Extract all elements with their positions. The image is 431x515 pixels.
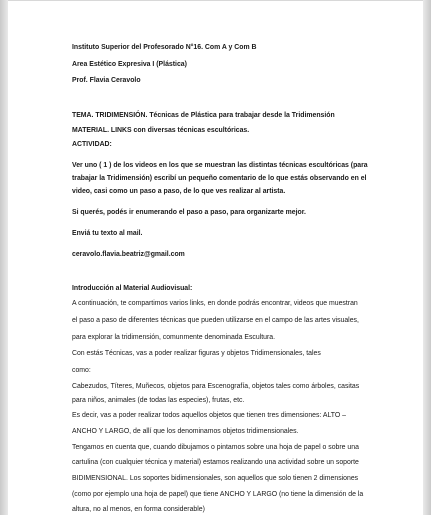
institute-line: Instituto Superior del Profesorado N°16. Com A y Com B	[72, 44, 257, 51]
page-shadow-left	[0, 0, 8, 515]
professor-line: Prof. Flavia Ceravolo	[72, 77, 141, 84]
email-address: ceravolo.flavia.beatriz@gmail.com	[72, 251, 185, 258]
intro-line: Es decir, vas a poder realizar todos aquellos objetos que tienen tres dimensiones: ALTO –	[72, 412, 346, 419]
intro-line: (como por ejemplo una hoja de papel) que tiene ANCHO Y LARGO (no tiene la dimensión de la	[72, 491, 364, 498]
area-line: Area Estético Expresiva I (Plástica)	[72, 61, 187, 68]
intro-line: Tengamos en cuenta que, cuando dibujamos o pintamos sobre una hoja de papel o sobre una	[72, 444, 359, 451]
page-top-border	[8, 0, 423, 1]
actividad-text-line: video, casi como un paso a paso, de lo que ves realizar al artista.	[72, 188, 286, 195]
page-shadow-right	[423, 0, 431, 515]
enumerate-line: Si querés, podés ir enumerando el paso a paso, para organizarte mejor.	[72, 209, 306, 216]
material-line: MATERIAL. LINKS con diversas técnicas escultóricas.	[72, 127, 250, 134]
send-mail-line: Enviá tu texto al mail.	[72, 230, 143, 237]
actividad-heading: ACTIVIDAD:	[72, 141, 112, 148]
actividad-text-line: Ver uno ( 1 ) de los videos en los que se muestran las distintas técnicas escultóricas (para	[72, 162, 368, 169]
intro-line: A continuación, te compartimos varios links, en donde podrás encontrar, videos que muestran	[72, 300, 358, 307]
intro-line: altura, no al menos, en forma considerable)	[72, 506, 205, 513]
intro-line: Cabezudos, Títeres, Muñecos, objetos para Escenografía, objetos tales como árboles, casitas	[72, 383, 360, 390]
intro-line: ANCHO Y LARGO, de allí que los denominamos objetos tridimensionales.	[72, 428, 299, 435]
intro-line: el paso a paso de diferentes técnicas que pueden utilizarse en el campo de las artes visuales,	[72, 317, 359, 324]
intro-line: para explorar la tridimensión, comunmente denominada Escultura.	[72, 334, 275, 341]
intro-line: para niños, animales (de todas las especies), frutas, etc.	[72, 397, 245, 404]
intro-line: cartulina (con cualquier técnica y material) estamos realizando una actividad sobre un soporte	[72, 459, 359, 466]
intro-line: Con estás Técnicas, vas a poder realizar figuras y objetos Tridimensionales, tales	[72, 350, 321, 357]
intro-line: BIDIMENSIONAL. Los soportes bidimensionales, son aquellos que solo tienen 2 dimensiones	[72, 475, 359, 482]
tema-line: TEMA. TRIDIMENSIÓN. Técnicas de Plástica para trabajar desde la Tridimensión	[72, 112, 335, 119]
actividad-text-line: trabajar la Tridimensión) escribí un pequeño comentario de lo que estás observando en el	[72, 175, 367, 182]
intro-heading: Introducción al Material Audiovisual:	[72, 285, 193, 292]
intro-line: como:	[72, 367, 91, 374]
